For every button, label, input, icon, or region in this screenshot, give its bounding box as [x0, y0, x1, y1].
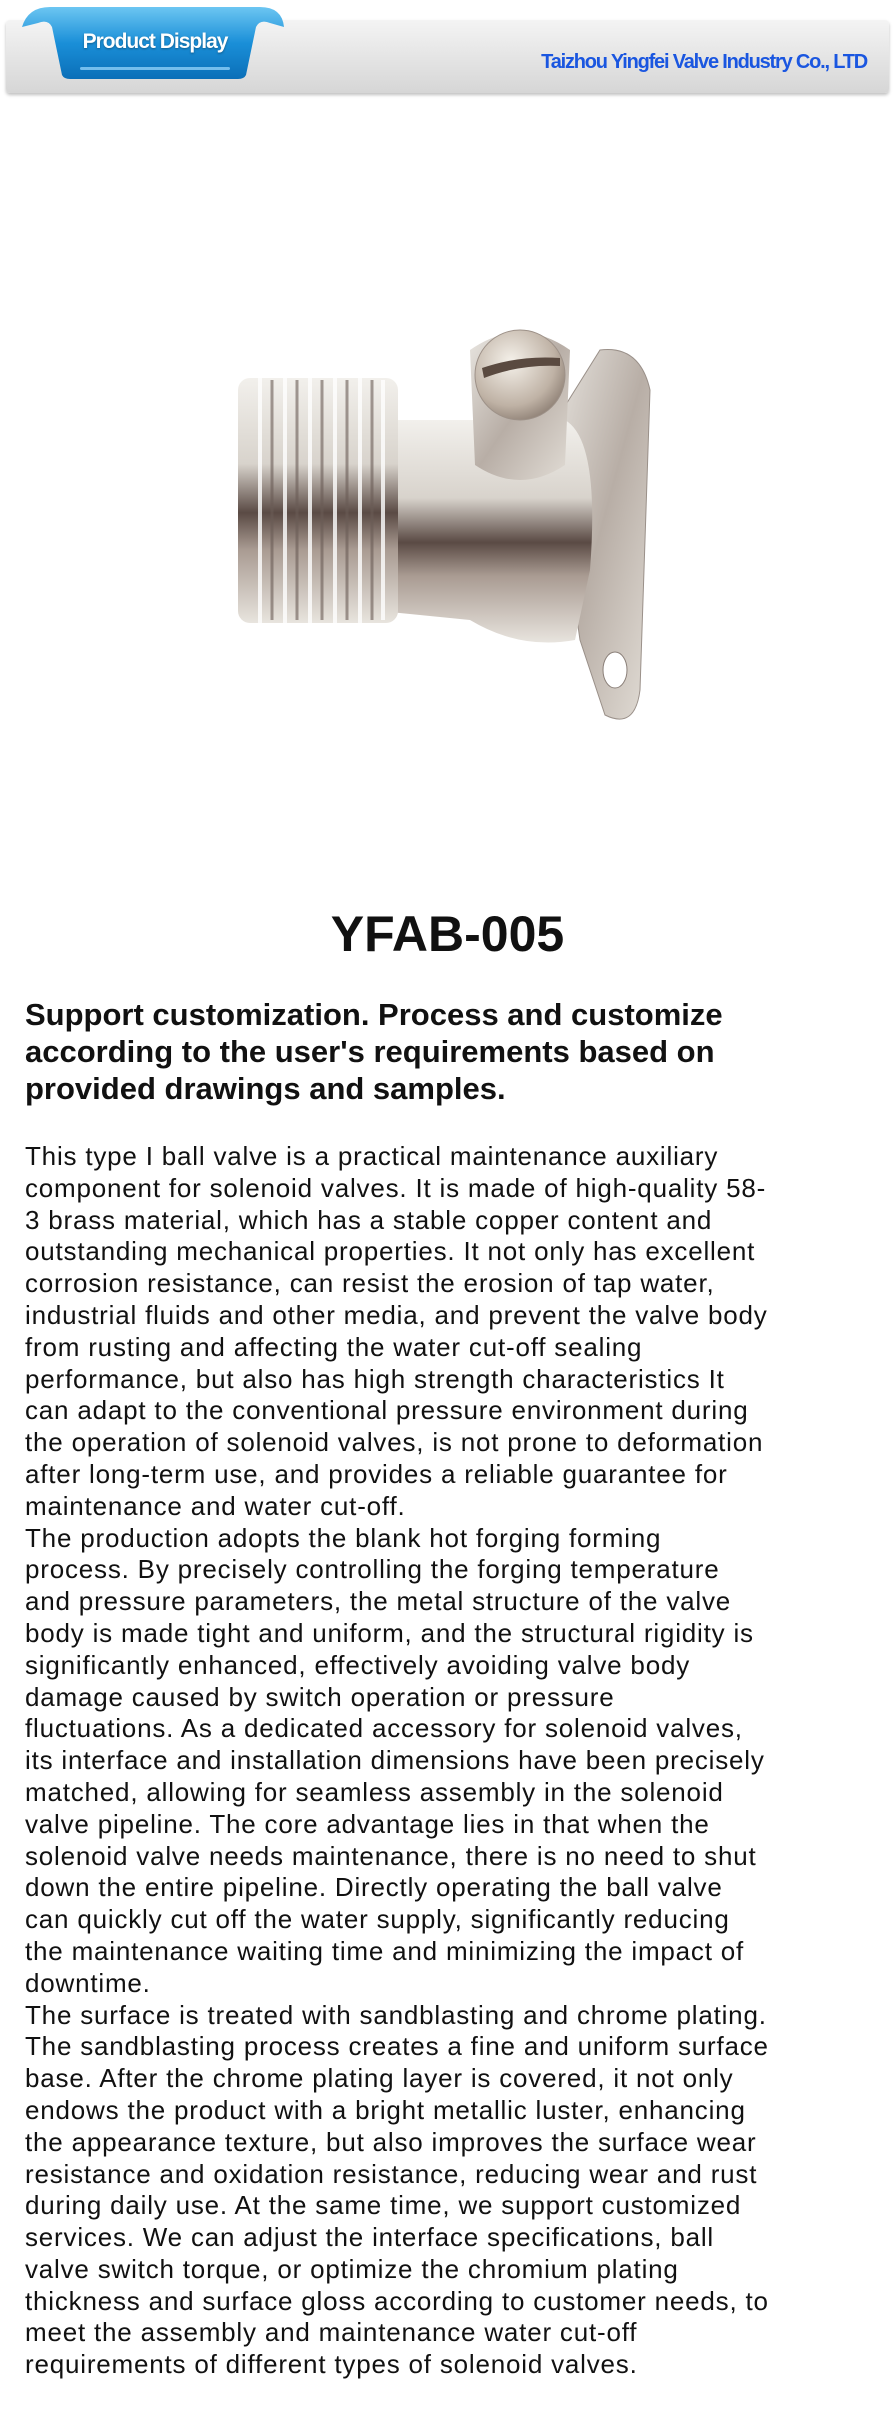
description-line: downtime.	[25, 1967, 151, 1998]
description-line: valve pipeline. The core advantage lies in that when the	[25, 1808, 710, 1839]
description-line: from rusting and affecting the water cut-off sealing	[25, 1331, 643, 1362]
description-line: The surface is treated with sandblasting and chrome plating.	[25, 1999, 767, 2030]
description-line: the appearance texture, but also improves the surface wear	[25, 2126, 757, 2157]
customization-headline	[25, 996, 723, 1107]
description-line: industrial fluids and other media, and prevent the valve body	[25, 1299, 768, 1330]
headline-line: Support customization. Process and customize	[25, 997, 723, 1032]
description-line: can adapt to the conventional pressure environment during	[25, 1395, 749, 1426]
description-line: fluctuations. As a dedicated accessory for solenoid valves,	[25, 1713, 743, 1744]
description-line: after long-term use, and provides a reliable guarantee for	[25, 1458, 728, 1489]
headline-line: provided drawings and samples.	[25, 1071, 506, 1106]
description-line: matched, allowing for seamless assembly in the solenoid	[25, 1776, 724, 1807]
description-line: damage caused by switch operation or pressure	[25, 1681, 615, 1712]
description-line: resistance and oxidation resistance, reducing wear and rust	[25, 2158, 758, 2189]
description-line: The sandblasting process creates a fine and uniform surface	[25, 2031, 769, 2062]
description-line: requirements of different types of solenoid valves.	[25, 2349, 638, 2380]
description-line: process. By precisely controlling the forging temperature	[25, 1554, 720, 1585]
description-line: body is made tight and uniform, and the structural rigidity is	[25, 1617, 754, 1648]
description-line: the maintenance waiting time and minimizing the impact of	[25, 1935, 745, 1966]
section-title: Product Display	[82, 30, 228, 53]
description-line: significantly enhanced, effectively avoiding valve body	[25, 1649, 691, 1680]
headline-line: according to the user's requirements based on	[25, 1034, 715, 1069]
description-line: maintenance and water cut-off.	[25, 1490, 406, 1521]
description-line: corrosion resistance, can resist the erosion of tap water,	[25, 1268, 715, 1299]
description-line: The production adopts the blank hot forging forming	[25, 1522, 662, 1553]
description-line: base. After the chrome plating layer is covered, it not only	[25, 2063, 734, 2094]
description-line: its interface and installation dimensions have been precisely	[25, 1745, 765, 1776]
description-line: endows the product with a bright metallic luster, enhancing	[25, 2094, 746, 2125]
description-line: outstanding mechanical properties. It not only has excellent	[25, 1236, 756, 1267]
description-line: the operation of solenoid valves, is not prone to deformation	[25, 1427, 764, 1458]
description-line: thickness and surface gloss according to customer needs, to	[25, 2285, 769, 2316]
company-name: Taizhou Yingfei Valve Industry Co., LTD	[541, 51, 867, 73]
description-line: meet the assembly and maintenance water cut-off	[25, 2317, 638, 2348]
description-line: during daily use. At the same time, we support customized	[25, 2190, 742, 2221]
valve-product-photo-icon	[220, 310, 680, 750]
description-line: 3 brass material, which has a stable copper content and	[25, 1204, 713, 1235]
product-model: YFAB-005	[330, 906, 565, 962]
description-line: can quickly cut off the water supply, significantly reducing	[25, 1904, 730, 1935]
description-line: component for solenoid valves. It is made of high-quality 58-	[25, 1172, 767, 1203]
description-line: performance, but also has high strength characteristics It	[25, 1363, 725, 1394]
description-line: solenoid valve needs maintenance, there is no need to shut	[25, 1840, 757, 1871]
description-line: services. We can adjust the interface specifications, ball	[25, 2222, 715, 2253]
description-line: down the entire pipeline. Directly operating the ball valve	[25, 1872, 723, 1903]
description-line: and pressure parameters, the metal structure of the valve	[25, 1586, 732, 1617]
product-description	[25, 1141, 769, 2381]
description-line: This type I ball valve is a practical maintenance auxiliary	[25, 1141, 719, 1171]
description-line: valve switch torque, or optimize the chromium plating	[25, 2253, 679, 2284]
